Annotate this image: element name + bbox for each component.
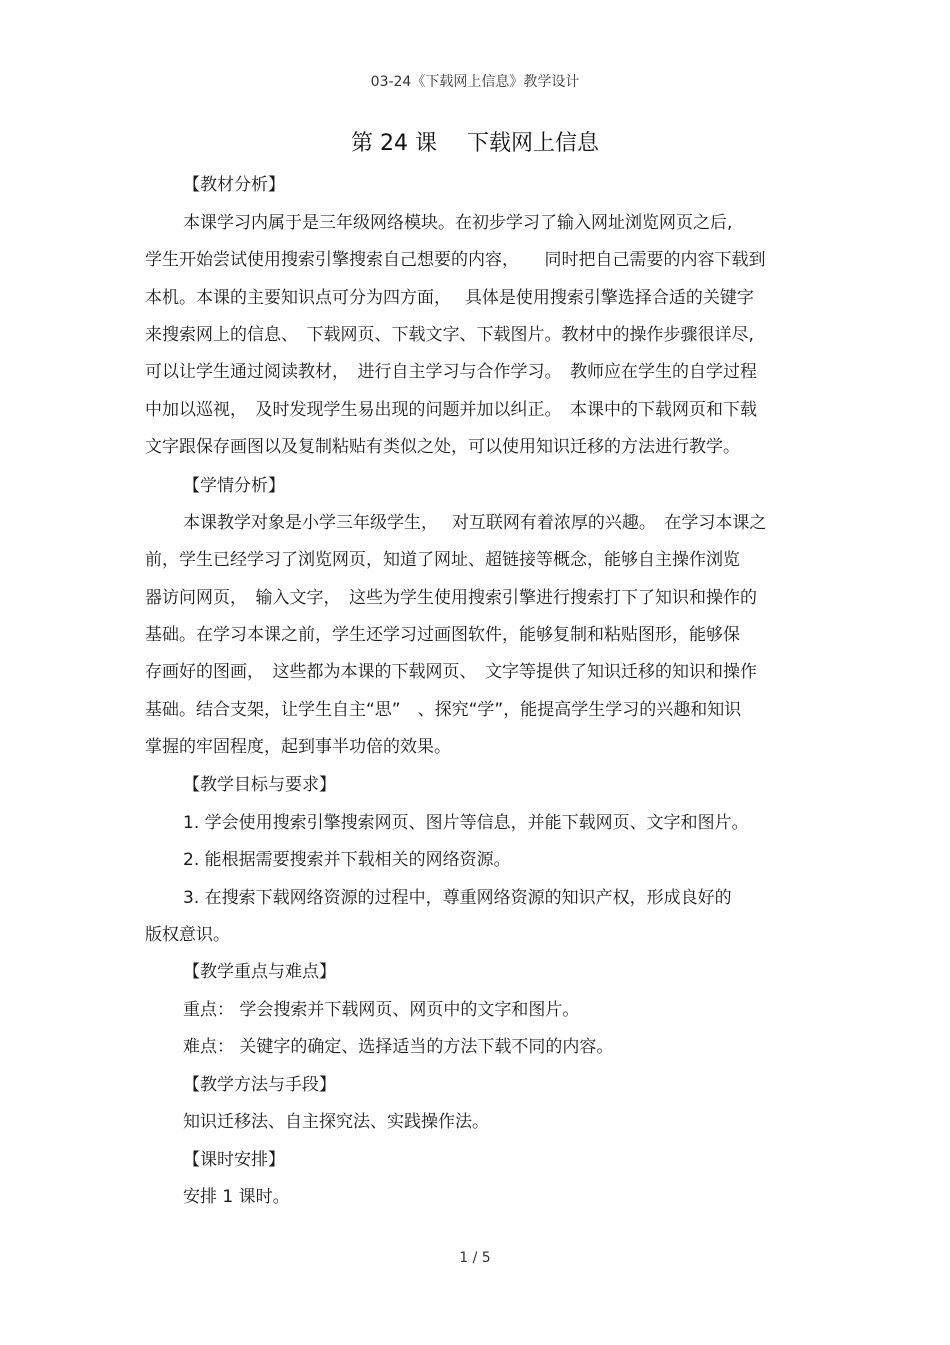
section-heading-schedule: 【课时安排】 [183,1150,285,1170]
lesson-title [0,126,950,157]
paragraph-line: 掌握的牢固程度，起到事半功倍的效果。 [145,737,451,757]
lesson-number: 第 24 课 [351,131,437,156]
objective-item: 1. 学会使用搜索引擎搜索网页、图片等信息，并能下载网页、文字和图片。 [183,813,749,833]
paragraph-line: 来搜索网上的信息、 下载网页、下载文字、下载图片。教材中的操作步骤很详尽, [145,325,754,345]
page-header: 03-24《下载网上信息》教学设计 [370,74,580,90]
paragraph-line: 基础。在学习本课之前，学生还学习过画图软件，能够复制和粘贴图形，能够保 [145,625,740,645]
section-heading-key-points: 【教学重点与难点】 [183,962,336,982]
paragraph-line: 学生开始尝试使用搜索引擎搜索自己想要的内容， 同时把自己需要的内容下载到 [145,250,766,270]
objective-item: 3. 在搜索下载网络资源的过程中，尊重网络资源的知识产权，形成良好的 [183,888,732,908]
key-point-line: 重点： 学会搜索并下载网页、网页中的文字和图片。 [183,1000,580,1020]
objective-item: 2. 能根据需要搜索并下载相关的网络资源。 [183,850,511,870]
lesson-name: 下载网上信息 [466,131,599,156]
section-heading-student-analysis: 【学情分析】 [183,476,285,496]
section-heading-material-analysis: 【教材分析】 [183,175,285,195]
paragraph-line: 器访问网页， 输入文字， 这些为学生使用搜索引擎进行搜索打下了知识和操作的 [145,588,757,608]
paragraph-line: 本课教学对象是小学三年级学生， 对互联网有着浓厚的兴趣。 在学习本课之 [183,513,767,533]
schedule-line: 安排 1 课时。 [183,1187,290,1207]
section-heading-objectives: 【教学目标与要求】 [183,775,336,795]
section-heading-methods: 【教学方法与手段】 [183,1075,336,1095]
paragraph-line: 可以让学生通过阅读教材， 进行自主学习与合作学习。 教师应在学生的自学过程 [145,362,757,382]
paragraph-line: 基础。结合支架，让学生自主“思” 、探究“学”，能提高学生学习的兴趣和知识 [145,700,742,720]
paragraph-line: 前，学生已经学习了浏览网页，知道了网址、超链接等概念，能够自主操作浏览 [145,550,740,570]
page-number: 1 / 5 [459,1250,491,1266]
paragraph-line: 本课学习内属于是三年级网络模块。在初步学习了输入网址浏览网页之后, [183,213,733,233]
methods-line: 知识迁移法、自主探究法、实践操作法。 [183,1112,489,1132]
paragraph-line: 存画好的图画， 这些都为本课的下载网页、 文字等提供了知识迁移的知识和操作 [145,662,757,682]
paragraph-line: 文字跟保存画图以及复制粘贴有类似之处，可以使用知识迁移的方法进行教学。 [145,437,740,457]
paragraph-line: 中加以巡视， 及时发现学生易出现的问题并加以纠正。 本课中的下载网页和下载 [145,400,757,420]
paragraph-line: 本机。本课的主要知识点可分为四方面， 具体是使用搜索引擎选择合适的关键字 [145,288,754,308]
paragraph-line: 版权意识。 [145,925,230,945]
difficulty-line: 难点： 关键字的确定、选择适当的方法下载不同的内容。 [183,1037,614,1057]
